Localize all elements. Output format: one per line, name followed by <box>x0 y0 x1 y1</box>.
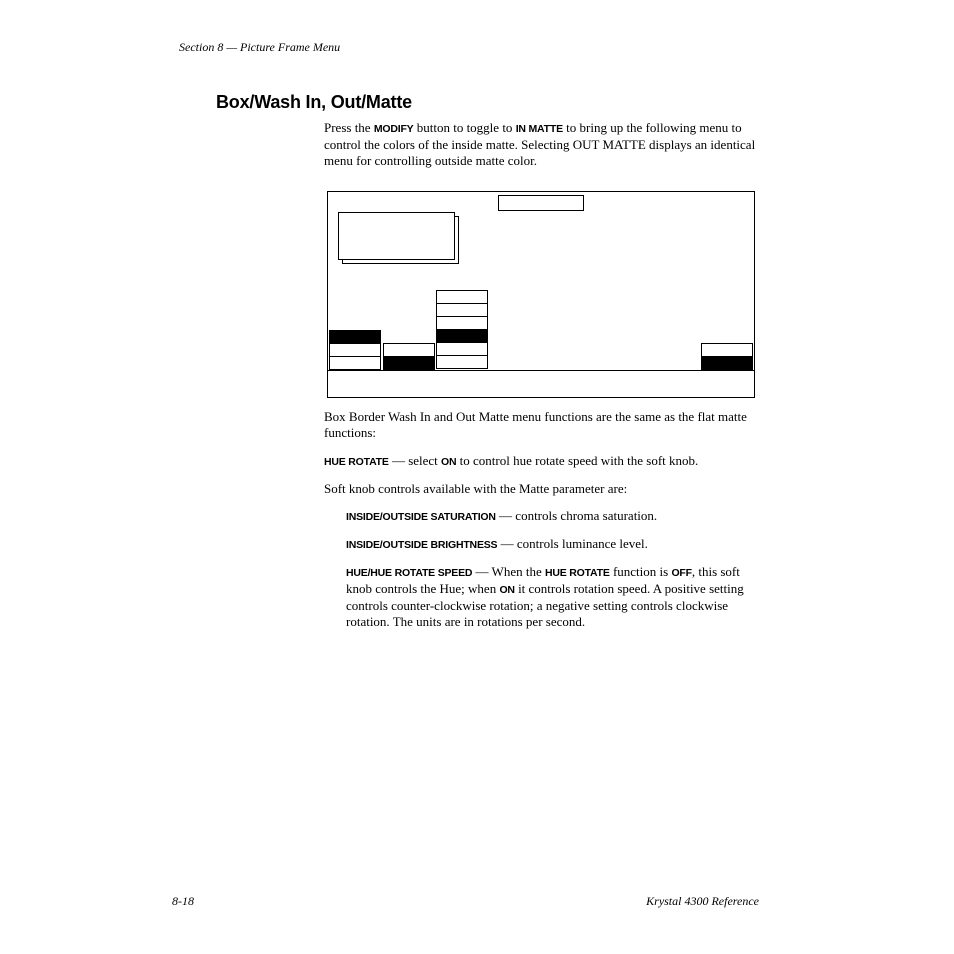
hue-rotate-paragraph <box>324 453 760 470</box>
brightness-text: — controls luminance level. <box>497 536 648 551</box>
menu-button-stack-4 <box>701 343 753 370</box>
menu-divider <box>327 370 754 371</box>
running-header: Section 8 — Picture Frame Menu <box>179 40 341 54</box>
menu-button-selected <box>437 330 487 343</box>
hue-speed-text-a: — When the <box>472 564 545 579</box>
intro-text-b: button to toggle to <box>413 120 516 135</box>
menu-button-stack-2 <box>383 343 435 370</box>
hue-speed-item <box>346 564 760 630</box>
hue-speed-text-d: it controls rotation speed. A positive setting controls counter-clockwise rotation; a negative setting controls clockwise rotation. The units are in rotations per second. <box>346 581 744 629</box>
menu-button <box>437 304 487 317</box>
menu-button <box>384 344 434 357</box>
soft-knob-intro: Soft knob controls available with the Matte parameter are: <box>324 481 628 496</box>
intro-paragraph <box>324 120 760 169</box>
saturation-text: — controls chroma saturation. <box>495 508 658 523</box>
hue-speed-text-b: function is <box>609 564 672 579</box>
saturation-keyword: INSIDE/OUTSIDE SATURATION <box>346 511 496 523</box>
menu-button-selected <box>702 357 752 370</box>
hue-speed-text-c: , this soft knob controls the Hue; when <box>346 564 740 596</box>
on-keyword-2: ON <box>499 584 515 596</box>
menu-button <box>437 317 487 330</box>
off-keyword: OFF <box>671 567 692 579</box>
menu-button <box>437 343 487 356</box>
menu-button <box>437 356 487 369</box>
menu-button-selected <box>384 357 434 370</box>
menu-button <box>330 357 380 370</box>
intro-text-a: Press the <box>324 120 374 135</box>
menu-title-box <box>498 195 584 211</box>
menu-status-box <box>338 212 455 260</box>
menu-button <box>330 344 380 357</box>
functions-paragraph: Box Border Wash In and Out Matte menu functions are the same as the flat matte functions: <box>324 409 747 440</box>
hue-speed-keyword: HUE/HUE ROTATE SPEED <box>346 567 473 579</box>
document-title: Krystal 4300 Reference <box>646 894 759 908</box>
brightness-item <box>346 536 760 553</box>
intro-text-c: to bring up the following menu to control the colors of the inside matte. Selecting OUT MATTE displays an identical menu for controlling outside matte color. <box>324 120 756 168</box>
menu-button-selected <box>330 331 380 344</box>
menu-button <box>702 344 752 357</box>
hue-rotate-text-a: — select <box>388 453 442 468</box>
brightness-keyword: INSIDE/OUTSIDE BRIGHTNESS <box>346 539 498 551</box>
menu-button-stack-3 <box>436 290 488 369</box>
hue-rotate-text-b: to control hue rotate speed with the soft knob. <box>456 453 699 468</box>
on-keyword: ON <box>441 456 457 468</box>
hue-rotate-keyword: HUE ROTATE <box>324 456 389 468</box>
in-matte-keyword: IN MATTE <box>515 123 563 135</box>
modify-keyword: MODIFY <box>373 123 414 135</box>
menu-button-stack-1 <box>329 330 381 370</box>
saturation-item <box>346 508 760 525</box>
hue-rotate-keyword-2: HUE ROTATE <box>544 567 610 579</box>
section-title: Box/Wash In, Out/Matte <box>216 92 412 112</box>
page-number: 8-18 <box>172 894 194 908</box>
menu-button <box>437 291 487 304</box>
